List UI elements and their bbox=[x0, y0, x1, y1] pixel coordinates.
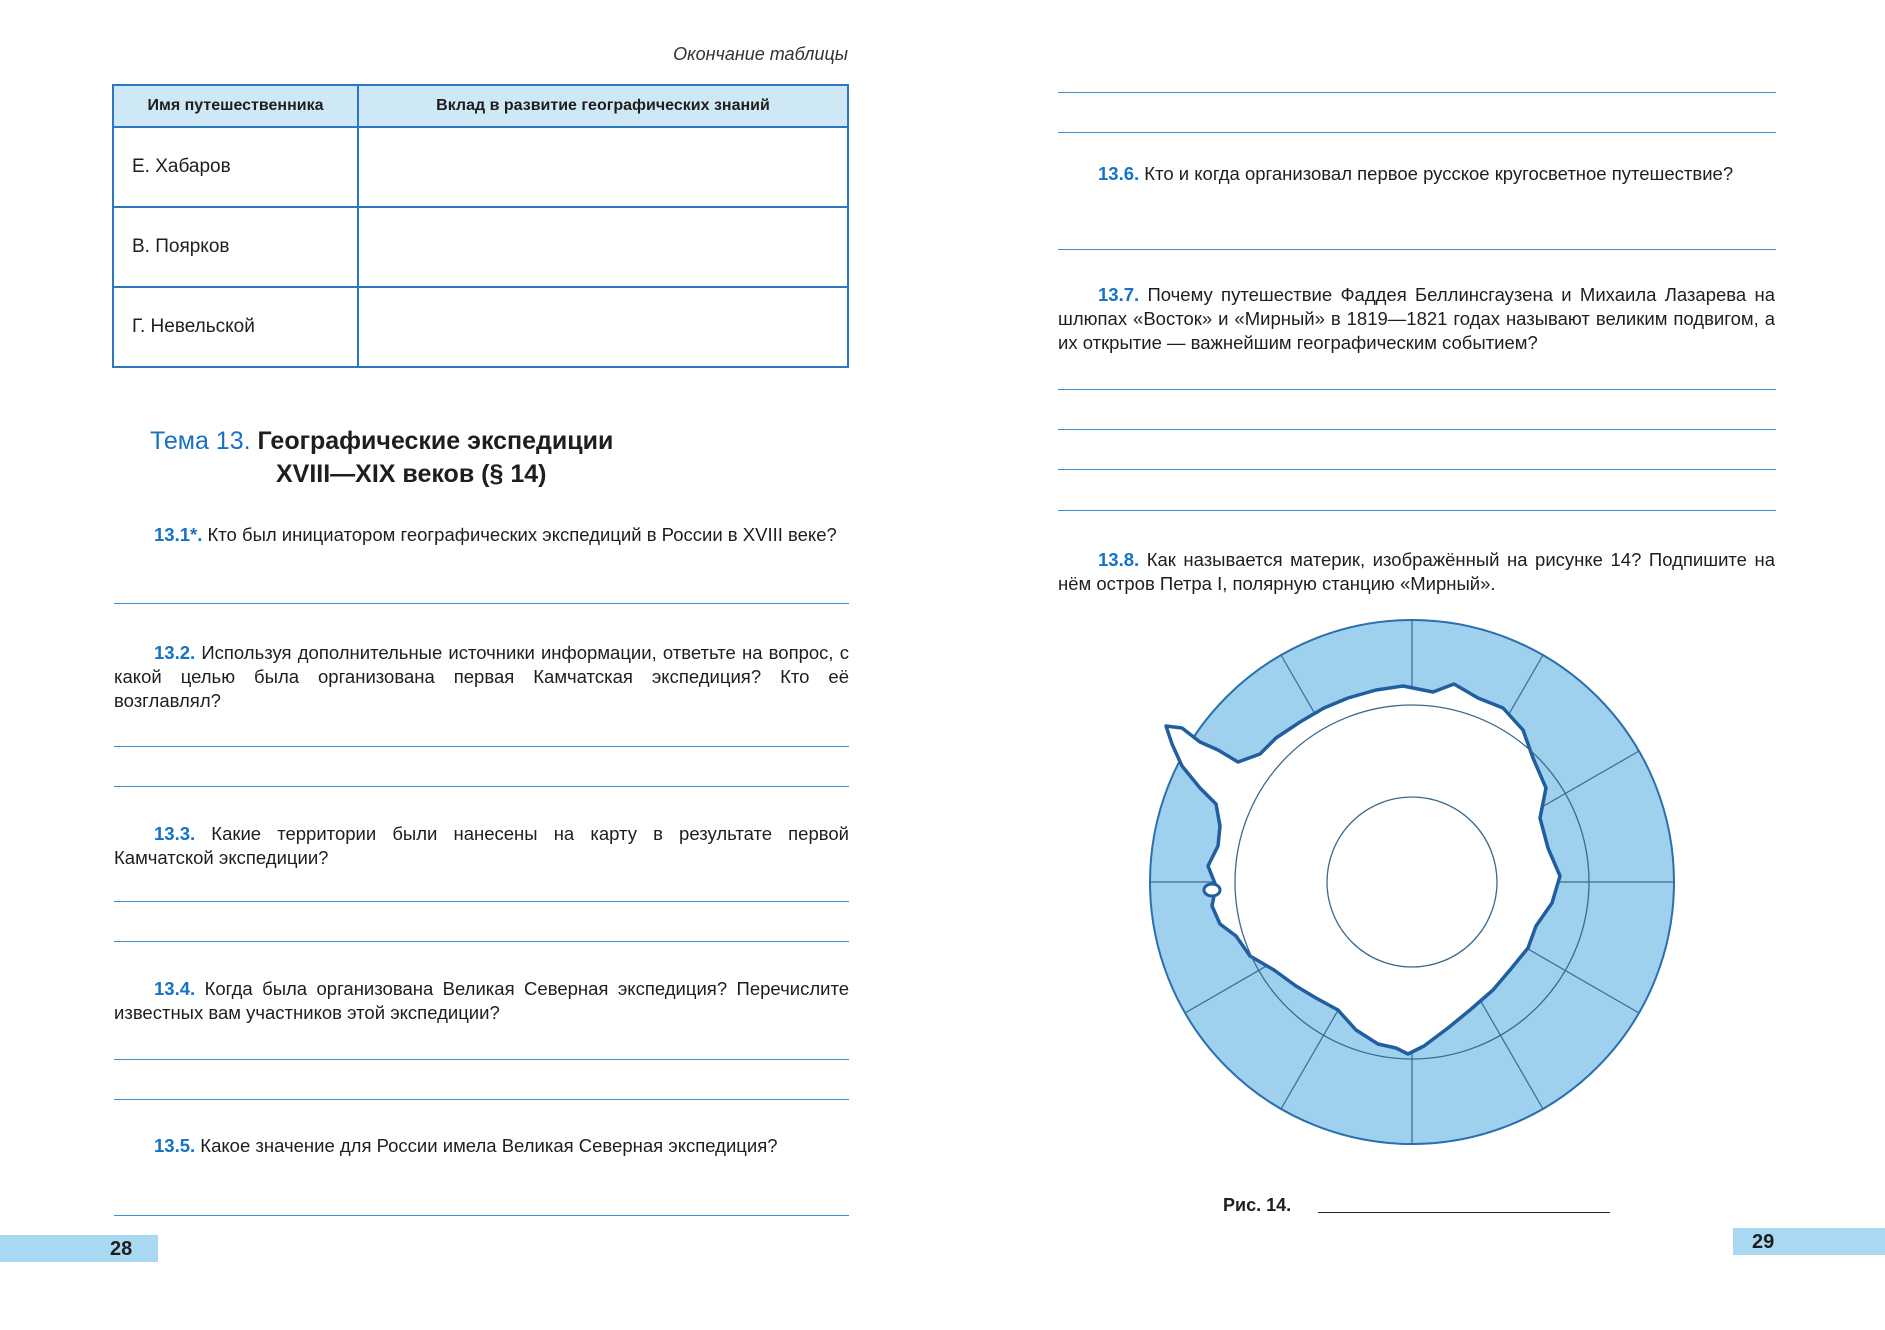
table-header-row bbox=[113, 85, 848, 127]
question-number: 13.6. bbox=[1098, 163, 1140, 184]
answer-line[interactable] bbox=[1058, 132, 1776, 133]
peter-i-island bbox=[1204, 884, 1220, 896]
table-continuation-caption: Окончание таблицы bbox=[673, 44, 848, 64]
answer-line[interactable] bbox=[114, 941, 849, 942]
travelers-table bbox=[112, 84, 849, 368]
question-text: Как называется материк, изображённый на рисунке 14? Подпишите на нём остров Петра I, полярную станцию «Мирный». bbox=[1058, 549, 1776, 594]
question-13-3 bbox=[114, 822, 849, 870]
question-text: Какое значение для России имела Великая Северная экспедиция? bbox=[200, 1135, 778, 1156]
theme-number: Тема 13. bbox=[150, 427, 251, 455]
question-number: 13.8. bbox=[1098, 549, 1140, 570]
question-text: Кто был инициатором географических экспедиций в России в XVIII веке? bbox=[207, 524, 837, 545]
antarctica-polar-map bbox=[1148, 618, 1676, 1146]
table-header-name: Имя путешественника bbox=[113, 85, 358, 127]
answer-line[interactable] bbox=[1058, 429, 1776, 430]
answer-line[interactable] bbox=[1058, 92, 1776, 93]
theme-heading bbox=[150, 425, 613, 491]
table-cell-traveler: В. Поярков bbox=[113, 207, 358, 287]
question-13-8 bbox=[1058, 548, 1775, 596]
table-cell-traveler: Е. Хабаров bbox=[113, 127, 358, 207]
answer-line[interactable] bbox=[114, 786, 849, 787]
answer-line[interactable] bbox=[114, 1215, 849, 1216]
page-number-left: 28 bbox=[110, 1238, 133, 1260]
question-13-4 bbox=[114, 977, 849, 1025]
question-number: 13.4. bbox=[154, 978, 196, 999]
question-13-6 bbox=[1058, 162, 1775, 186]
question-text: Какие территории были нанесены на карту в результате первой Камчатской экспедиции? bbox=[114, 823, 849, 868]
table-cell-traveler: Г. Невельской bbox=[113, 287, 358, 367]
answer-line[interactable] bbox=[114, 901, 849, 902]
figure-caption-answer-line[interactable] bbox=[1318, 1212, 1610, 1213]
table-cell-answer[interactable] bbox=[358, 287, 848, 367]
answer-line[interactable] bbox=[1058, 249, 1776, 250]
question-number: 13.2. bbox=[154, 642, 196, 663]
table-cell-answer[interactable] bbox=[358, 127, 848, 207]
table-cell-answer[interactable] bbox=[358, 207, 848, 287]
question-13-1 bbox=[114, 523, 849, 547]
question-number: 13.3. bbox=[154, 823, 196, 844]
table-row bbox=[113, 287, 848, 367]
theme-title-line2: XVIII—XIX веков (§ 14) bbox=[276, 460, 547, 488]
answer-line[interactable] bbox=[114, 1099, 849, 1100]
answer-line[interactable] bbox=[1058, 389, 1776, 390]
question-13-2 bbox=[114, 641, 849, 713]
page-number-right: 29 bbox=[1752, 1231, 1775, 1253]
answer-line[interactable] bbox=[1058, 469, 1776, 470]
answer-line[interactable] bbox=[1058, 510, 1776, 511]
question-13-5 bbox=[114, 1134, 849, 1158]
question-13-7 bbox=[1058, 283, 1775, 355]
theme-title-line1: Географические экспедиции bbox=[257, 427, 614, 455]
question-text: Почему путешествие Фаддея Беллинсгаузена и Михаила Лазарева на шлюпах «Восток» и «Мирный» в 1819—1821 годах называют великим подвигом, а их открытие — важнейшим географическим событием? bbox=[1058, 284, 1775, 353]
answer-line[interactable] bbox=[114, 1059, 849, 1060]
question-text: Когда была организована Великая Северная экспедиция? Перечислите известных вам участников этой экспедиции? bbox=[114, 978, 849, 1023]
figure-14-label: Рис. 14. bbox=[1223, 1195, 1292, 1215]
table-row bbox=[113, 207, 848, 287]
table-header-contribution: Вклад в развитие географических знаний bbox=[358, 85, 848, 127]
answer-line[interactable] bbox=[114, 746, 849, 747]
question-text: Кто и когда организовал первое русское кругосветное путешествие? bbox=[1144, 163, 1734, 184]
table-row bbox=[113, 127, 848, 207]
question-number: 13.1*. bbox=[154, 524, 203, 545]
question-number: 13.5. bbox=[154, 1135, 196, 1156]
answer-line[interactable] bbox=[114, 603, 849, 604]
question-text: Используя дополнительные источники информации, ответьте на вопрос, с какой целью была организована первая Камчатская экспедиция? Кто её возглавлял? bbox=[114, 642, 849, 711]
question-number: 13.7. bbox=[1098, 284, 1140, 305]
page-number-tab-left bbox=[0, 1235, 158, 1262]
